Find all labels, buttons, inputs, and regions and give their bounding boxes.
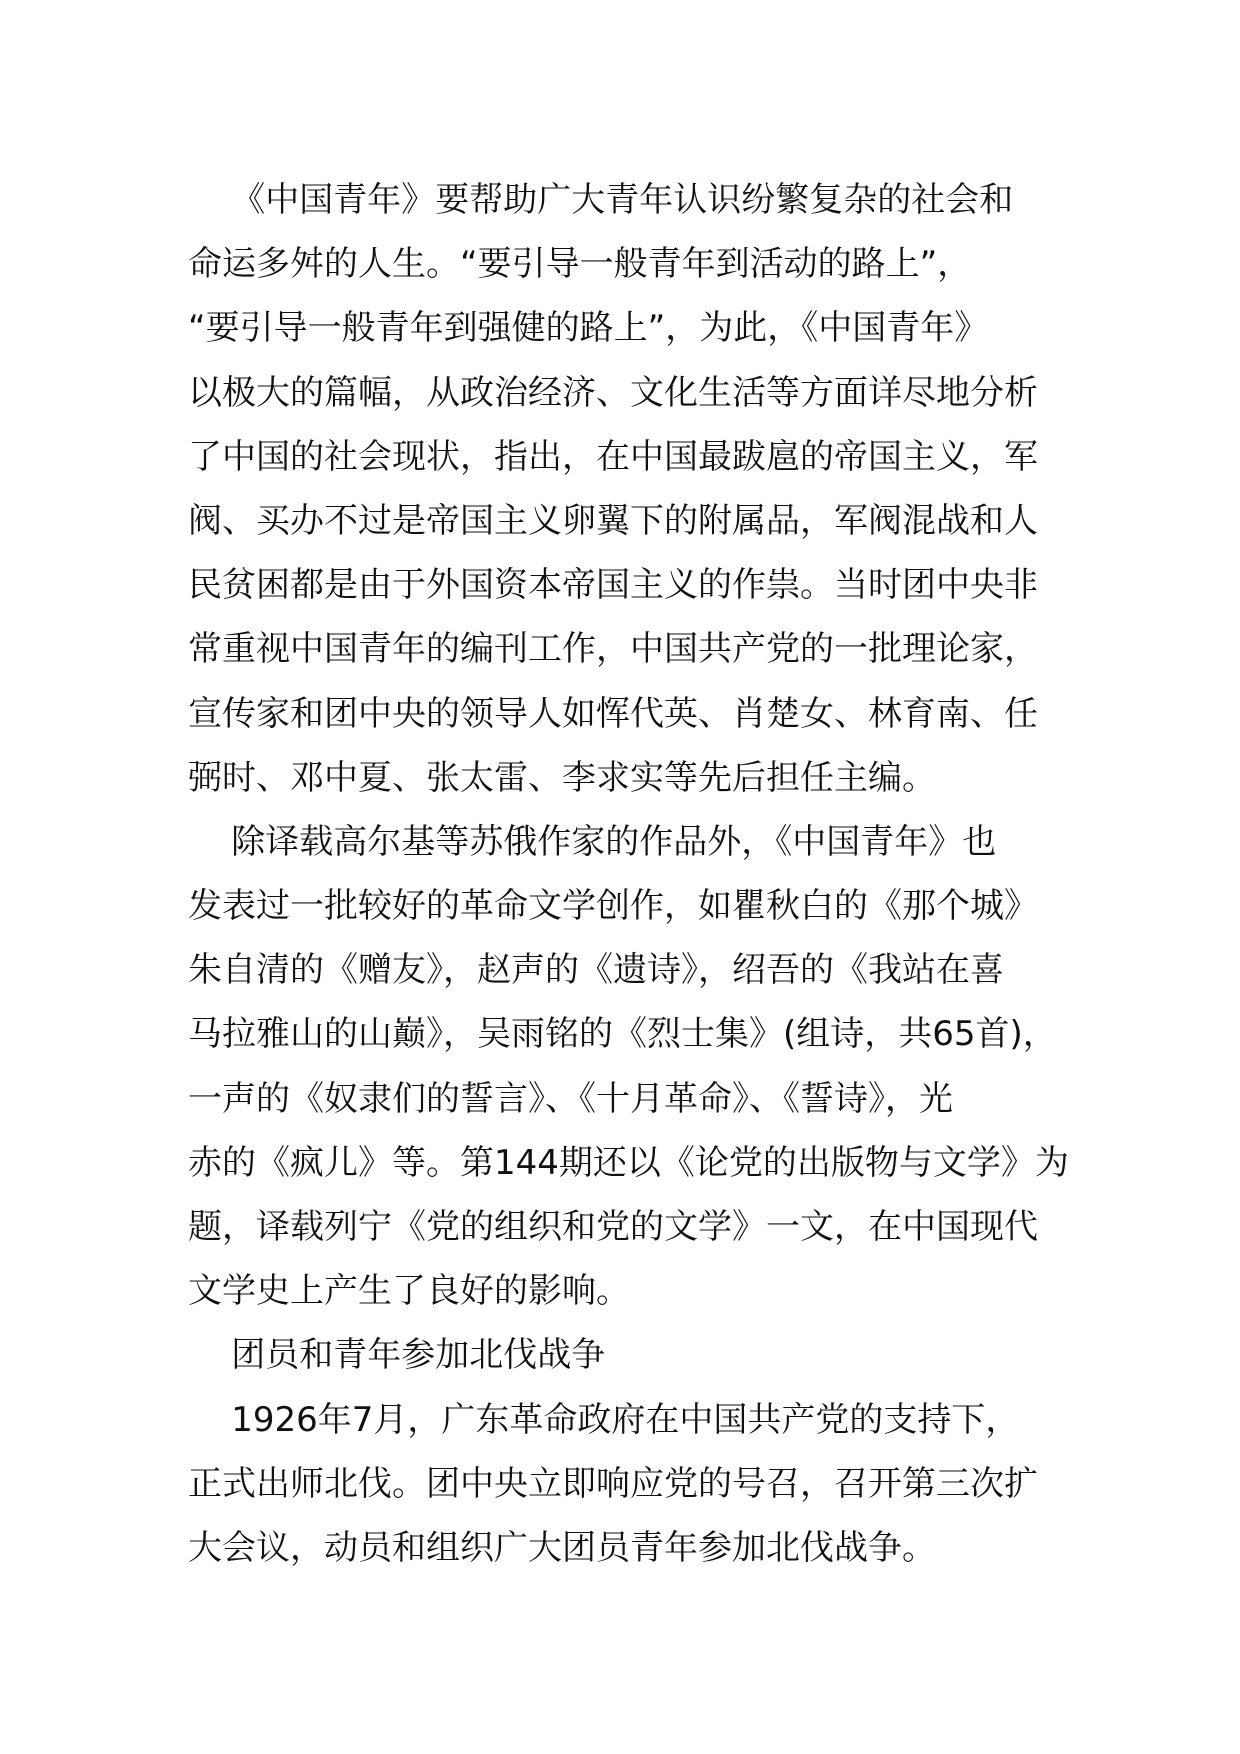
text-line: 一声的《奴隶们的誓言》、《十月革命》、《誓诗》，光 [188, 1078, 953, 1119]
text-line: 文学史上产生了良好的影响。 [188, 1271, 630, 1312]
text-line: 《中国青年》要帮助广大青年认识纷繁复杂的社会和 [188, 180, 1014, 220]
text-line: 以极大的篇幅，从政治经济、文化生活等方面详尽地分析 [188, 372, 1038, 413]
section-heading: 团员和青年参加北伐战争 [188, 1335, 606, 1376]
text-line: 弼时、邓中夏、张太雷、李求实等先后担任主编。 [188, 757, 936, 798]
text-line: 阀、买办不过是帝国主义卵翼下的附属品，军阀混战和人 [188, 500, 1038, 541]
text-line: 除译载高尔基等苏俄作家的作品外，《中国青年》也 [188, 821, 997, 862]
text-line: 正式出师北伐。团中央立即响应党的号召，召开第三次扩 [188, 1463, 1038, 1504]
body-text [188, 168, 1069, 1580]
text-line: 发表过一批较好的革命文学创作，如瞿秋白的《那个城》 [188, 886, 1038, 927]
text-line: 朱自清的《赠友》，赵声的《遗诗》，绍吾的《我站在喜 [188, 950, 1004, 991]
text-line: 1926年7月，广东革命政府在中国共产党的支持下， [188, 1399, 1020, 1440]
text-line: 了中国的社会现状，指出，在中国最跋扈的帝国主义，军 [188, 436, 1038, 477]
text-line: 命运多舛的人生。“要引导一般青年到活动的路上”， [188, 244, 972, 285]
text-line: 常重视中国青年的编刊工作，中国共产党的一批理论家， [188, 629, 1038, 670]
text-line: “要引导一般青年到强健的路上”，为此，《中国青年》 [188, 308, 989, 349]
text-line: 题，译载列宁《党的组织和党的文学》一文，在中国现代 [188, 1207, 1038, 1247]
text-line: 赤的《疯儿》等。第144期还以《论党的出版物与文学》为 [188, 1142, 1069, 1183]
text-line: 民贫困都是由于外国资本帝国主义的作祟。当时团中央非 [188, 565, 1038, 606]
text-line: 宣传家和团中央的领导人如恽代英、肖楚女、林育南、任 [188, 693, 1038, 734]
text-line: 马拉雅山的山巅》，吴雨铭的《烈士集》(组诗，共65首)， [188, 1014, 1057, 1055]
text-line: 大会议，动员和组织广大团员青年参加北伐战争。 [188, 1527, 936, 1568]
